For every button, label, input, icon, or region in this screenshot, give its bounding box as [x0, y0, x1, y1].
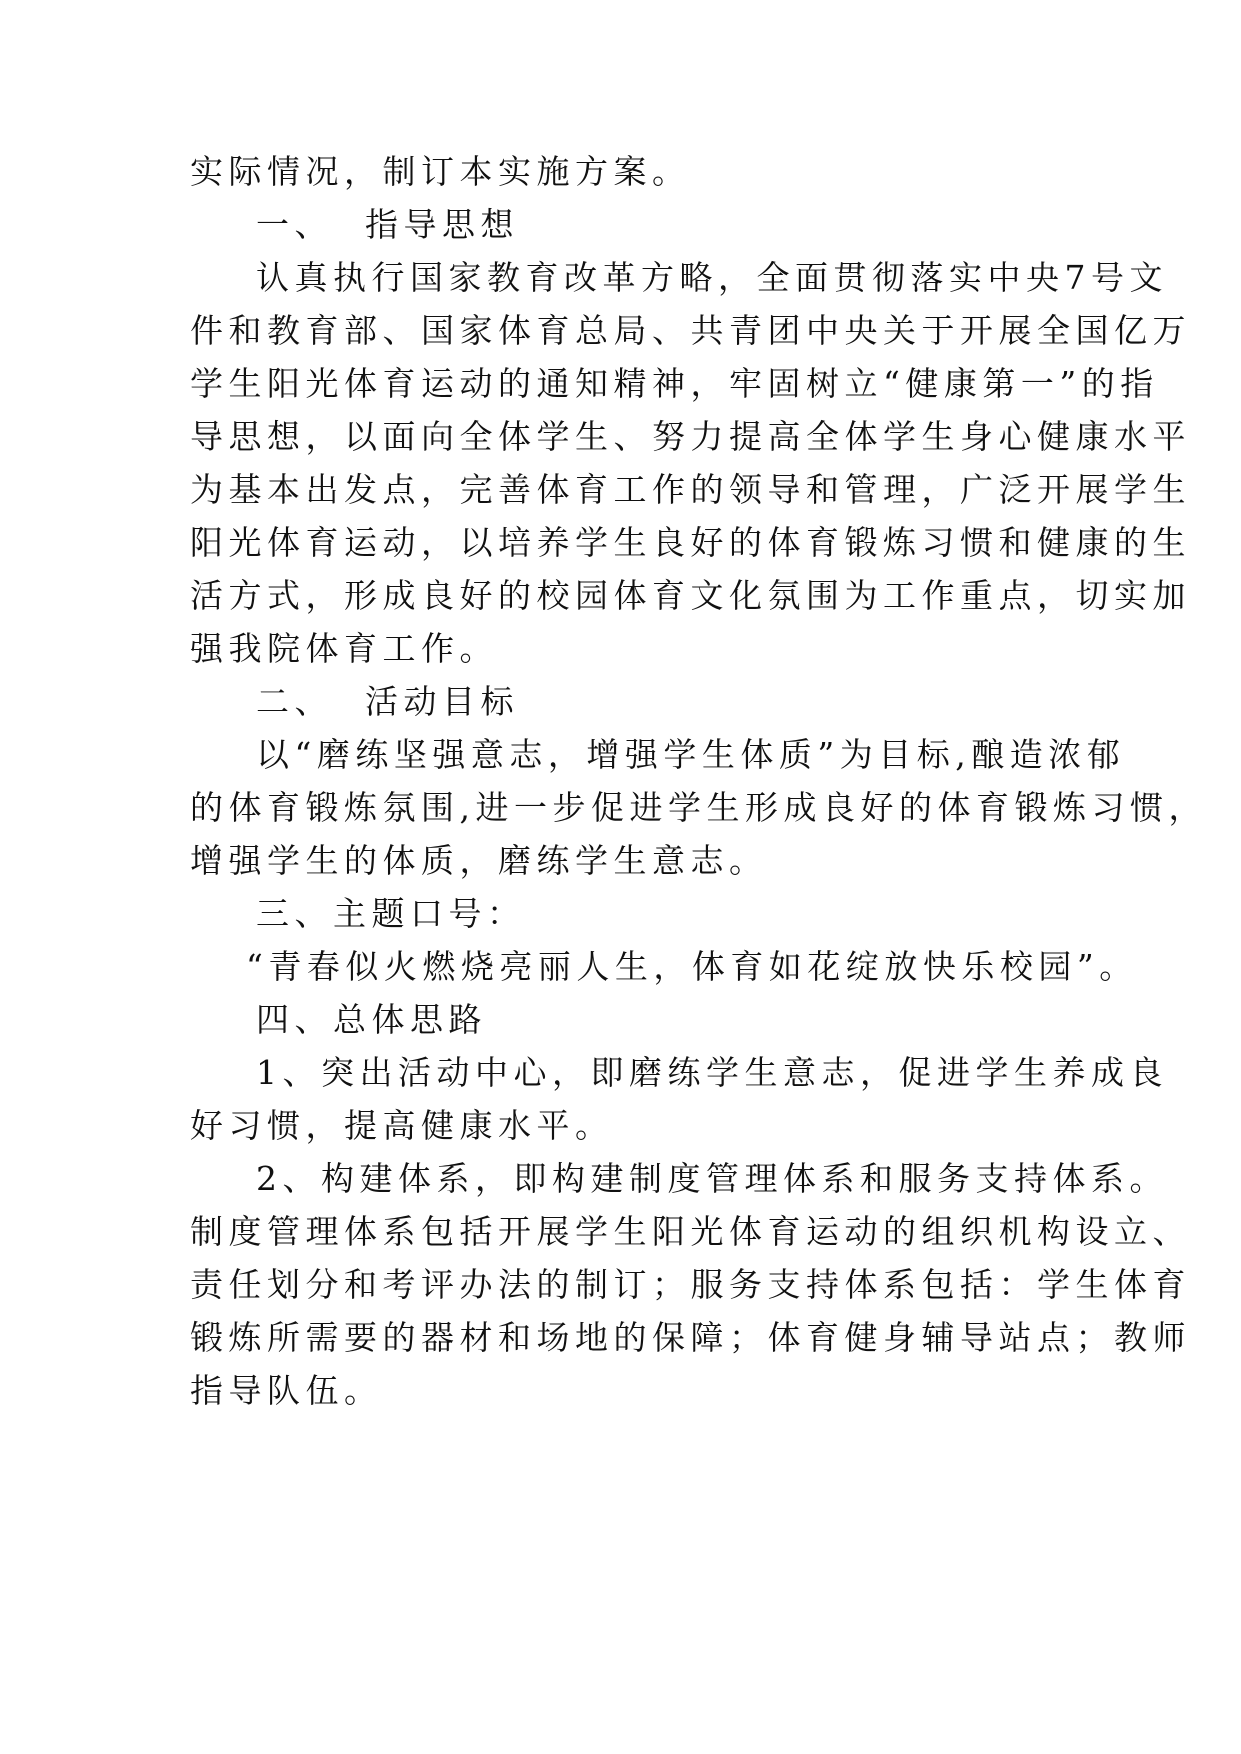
paragraph-line: 学生阳光体育运动的通知精神，牢固树立“健康第一”的指: [190, 364, 1159, 403]
paragraph-line: 件和教育部、国家体育总局、共青团中央关于开展全国亿万: [190, 311, 1191, 350]
paragraph-line: 强我院体育工作。: [190, 629, 498, 668]
paragraph-line: 阳光体育运动，以培养学生良好的体育锻炼习惯和健康的生: [190, 523, 1191, 562]
paragraph-line: 2、构建体系，即构建制度管理体系和服务支持体系。: [256, 1159, 1168, 1198]
paragraph-line: 以“磨练坚强意志，增强学生体质”为目标,酿造浓郁: [256, 735, 1126, 774]
paragraph-line: 认真执行国家教育改革方略，全面贯彻落实中央7号文: [256, 258, 1168, 297]
paragraph-line: 指导队伍。: [190, 1371, 383, 1410]
section-heading-guiding-ideology: 一、 指导思想: [256, 205, 519, 244]
paragraph-line: 为基本出发点，完善体育工作的领导和管理，广泛开展学生: [190, 470, 1191, 509]
paragraph-line: 锻炼所需要的器材和场地的保障；体育健身辅导站点；教师: [190, 1318, 1191, 1357]
paragraph-line: 活方式，形成良好的校园体育文化氛围为工作重点，切实加: [190, 576, 1191, 615]
section-heading-activity-goals: 二、 活动目标: [256, 682, 519, 721]
paragraph-line: 导思想，以面向全体学生、努力提高全体学生身心健康水平: [190, 417, 1191, 456]
paragraph-line: 1、突出活动中心，即磨练学生意志，促进学生养成良: [256, 1053, 1168, 1092]
paragraph-line: 好习惯，提高健康水平。: [190, 1106, 614, 1145]
paragraph-line: 制度管理体系包括开展学生阳光体育运动的组织机构设立、: [190, 1212, 1191, 1251]
slogan-text: “青春似火燃烧亮丽人生，体育如花绽放快乐校园”。: [246, 947, 1138, 986]
section-heading-slogan: 三、主题口号：: [256, 894, 526, 933]
paragraph-line: 的体育锻炼氛围,进一步促进学生形成良好的体育锻炼习惯，: [190, 788, 1207, 827]
paragraph-line: 增强学生的体质，磨练学生意志。: [190, 841, 768, 880]
section-heading-overall-approach: 四、总体思路: [256, 1000, 487, 1039]
paragraph-line: 责任划分和考评办法的制订；服务支持体系包括：学生体育: [190, 1265, 1191, 1304]
paragraph-line: 实际情况，制订本实施方案。: [190, 152, 691, 191]
